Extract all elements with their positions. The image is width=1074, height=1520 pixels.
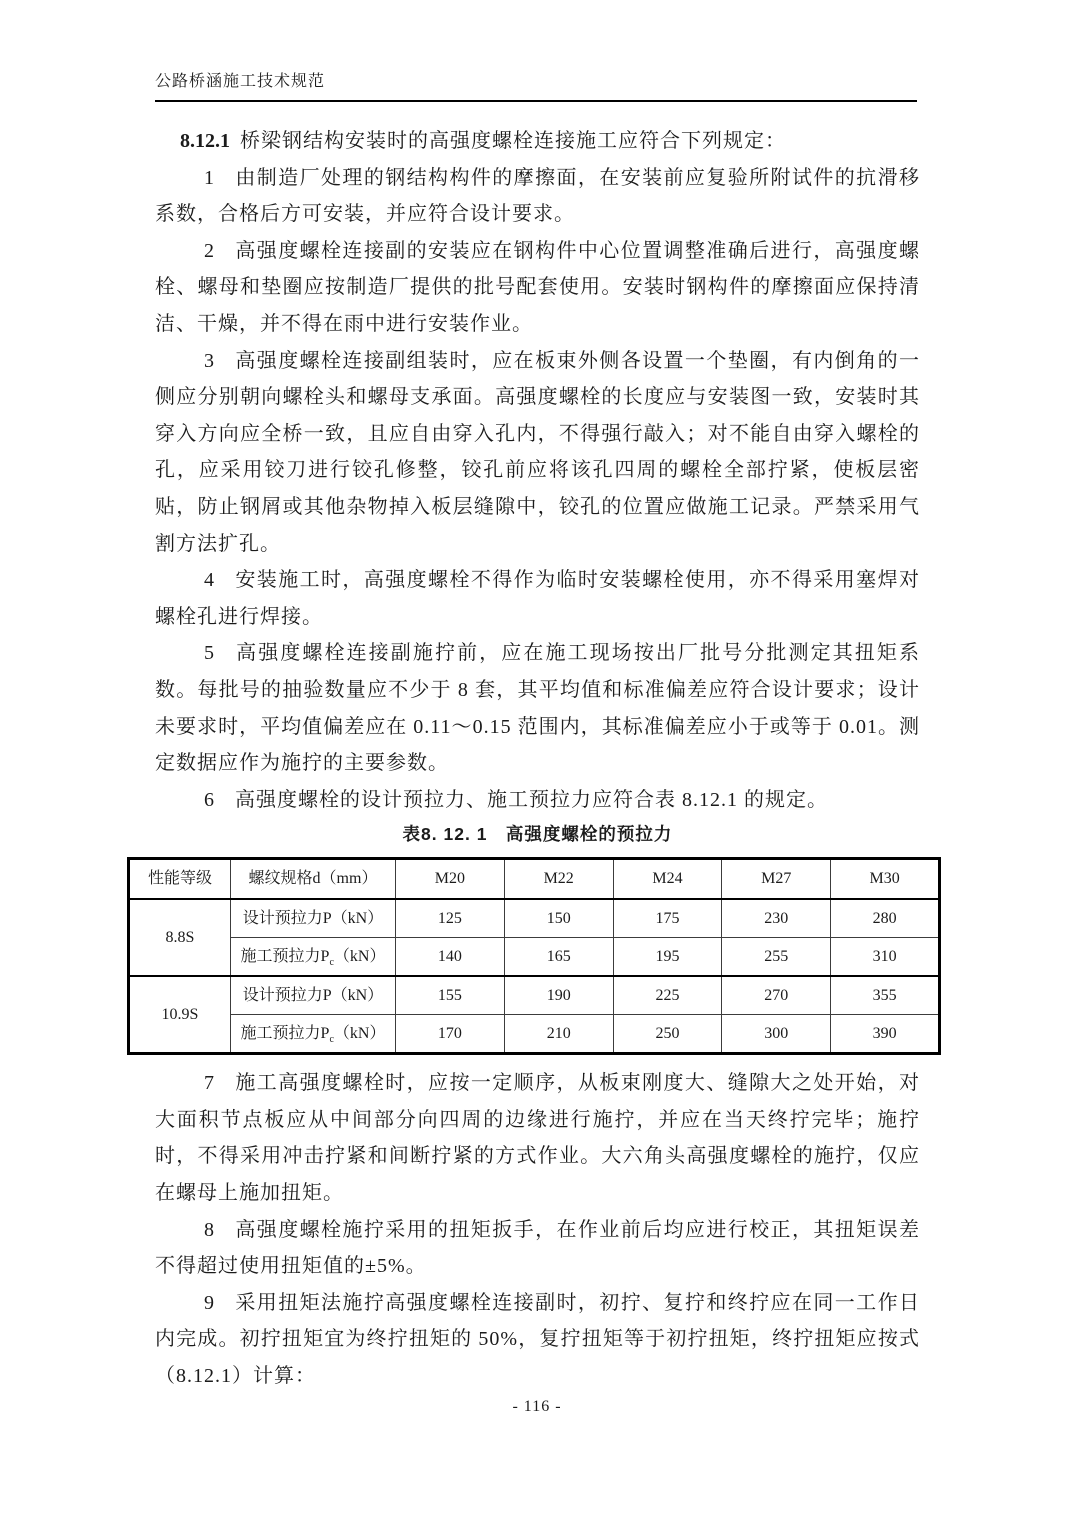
col-header-m22: M22 (504, 859, 613, 900)
col-header-spec: 螺纹规格d（mm） (231, 859, 396, 900)
col-header-m24: M24 (613, 859, 722, 900)
clause-number: 2 (204, 239, 214, 262)
clause-9 (155, 1285, 920, 1395)
value-cell: 175 (613, 899, 722, 938)
col-header-m27: M27 (722, 859, 831, 900)
section-number: 8.12.1 (180, 130, 230, 152)
clause-text: 由制造厂处理的钢结构构件的摩擦面，在安装前应复验所附试件的抗滑移系数，合格后方可安装，并应符合设计要求。 (155, 166, 920, 226)
clause-1 (155, 160, 920, 233)
table-header-row (129, 859, 940, 900)
value-cell: 210 (504, 1015, 613, 1054)
section-title: 桥梁钢结构安装时的高强度螺栓连接施工应符合下列规定： (240, 130, 786, 152)
clause-6 (155, 782, 920, 819)
col-header-m30: M30 (831, 859, 940, 900)
table-caption: 表8. 12. 1 高强度螺栓的预拉力 (402, 824, 673, 845)
clause-2 (155, 233, 920, 343)
clause-number: 8 (204, 1218, 214, 1241)
section-heading (155, 123, 920, 160)
value-cell: 230 (722, 899, 831, 938)
clause-number: 5 (204, 642, 214, 665)
row-label-text: 设计预拉力P (242, 909, 332, 927)
pretension-table (127, 857, 941, 1055)
table-row-109s-design (129, 976, 940, 1015)
row-label-unit: （kN） (333, 947, 386, 965)
row-label-text: 施工预拉力P (240, 947, 330, 965)
row-label (231, 1015, 396, 1054)
value-cell: 195 (613, 938, 722, 977)
value-cell: 170 (396, 1015, 505, 1054)
clause-8 (155, 1212, 920, 1285)
row-label-unit: （kN） (333, 1024, 386, 1042)
value-cell: 155 (396, 976, 505, 1015)
clause-text: 采用扭矩法施拧高强度螺栓连接副时，初拧、复拧和终拧应在同一工作日内完成。初拧扭矩宜为终拧扭矩的 50%，复拧扭矩等于初拧扭矩，终拧扭矩应按式（8.12.1）计算： (155, 1291, 920, 1388)
row-label-text: 设计预拉力P (242, 986, 332, 1004)
value-cell: 150 (504, 899, 613, 938)
value-cell: 140 (396, 938, 505, 977)
table-row-109s-construction (129, 1015, 940, 1054)
table-row-88s-construction (129, 938, 940, 977)
clause-number: 3 (204, 349, 214, 372)
value-cell: 225 (613, 976, 722, 1015)
value-cell: 310 (831, 938, 940, 977)
clause-text: 施工高强度螺栓时，应按一定顺序，从板束刚度大、缝隙大之处开始，对大面积节点板应从中间部分向四周的边缘进行施拧，并应在当天终拧完毕；施拧时，不得采用冲击拧紧和间断拧紧的方式作业。大六角头高强度螺栓的施拧，仅应在螺母上施加扭矩。 (155, 1072, 920, 1205)
clause-text: 高强度螺栓的设计预拉力、施工预拉力应符合表 8.12.1 的规定。 (235, 788, 828, 811)
grade-cell-109s: 10.9S (129, 976, 231, 1054)
row-label-text: 施工预拉力P (240, 1024, 330, 1042)
value-cell: 270 (722, 976, 831, 1015)
page-number: - 116 - (512, 1398, 562, 1415)
row-label (231, 976, 396, 1015)
clause-text: 安装施工时，高强度螺栓不得作为临时安装螺栓使用，亦不得采用塞焊对螺栓孔进行焊接。 (155, 569, 920, 628)
value-cell: 280 (831, 899, 940, 938)
clause-number: 7 (204, 1072, 214, 1095)
value-cell: 355 (831, 976, 940, 1015)
clause-7 (155, 1065, 920, 1211)
clause-number: 9 (204, 1291, 214, 1314)
value-cell: 165 (504, 938, 613, 977)
clause-number: 6 (204, 788, 214, 811)
table-row-88s-design (129, 899, 940, 938)
row-label-subscript: c (329, 1033, 334, 1045)
grade-cell-88s: 8.8S (129, 899, 231, 976)
clause-4 (155, 562, 920, 635)
row-label-subscript: c (329, 956, 334, 968)
clause-3 (155, 343, 920, 563)
document-body (147, 123, 920, 1395)
row-label-unit: （kN） (331, 909, 384, 927)
clause-5 (155, 635, 920, 781)
row-label (231, 938, 396, 977)
clause-text: 高强度螺栓施拧采用的扭矩扳手，在作业前后均应进行校正，其扭矩误差不得超过使用扭矩值的±5%。 (155, 1218, 920, 1278)
value-cell: 255 (722, 938, 831, 977)
col-header-grade: 性能等级 (129, 859, 231, 900)
row-label-unit: （kN） (331, 986, 384, 1004)
row-label (231, 899, 396, 938)
clause-text: 高强度螺栓连接副施拧前，应在施工现场按出厂批号分批测定其扭矩系数。每批号的抽验数量应不少于 8 套，其平均值和标准偏差应符合设计要求；设计未要求时，平均值偏差应在 0.11～0.15 范围内，其标准偏差应小于或等于 0.01。测定数据应作为施拧的主要参数。 (155, 642, 920, 775)
value-cell: 125 (396, 899, 505, 938)
value-cell: 390 (831, 1015, 940, 1054)
clause-text: 高强度螺栓连接副的安装应在钢构件中心位置调整准确后进行，高强度螺栓、螺母和垫圈应按制造厂提供的批号配套使用。安装时钢构件的摩擦面应保持清洁、干燥，并不得在雨中进行安装作业。 (155, 239, 920, 335)
clause-number: 4 (204, 569, 214, 592)
value-cell: 300 (722, 1015, 831, 1054)
clause-text: 高强度螺栓连接副组装时，应在板束外侧各设置一个垫圈，有内倒角的一侧应分别朝向螺栓头和螺母支承面。高强度螺栓的长度应与安装图一致，安装时其穿入方向应全桥一致，且应自由穿入孔内，不得强行敲入；对不能自由穿入螺栓的孔，应采用铰刀进行铰孔修整，铰孔前应将该孔四周的螺栓全部拧紧，使板层密贴，防止钢屑或其他杂物掉入板层缝隙中，铰孔的位置应做施工记录。严禁采用气割方法扩孔。 (155, 349, 920, 555)
value-cell: 190 (504, 976, 613, 1015)
value-cell: 250 (613, 1015, 722, 1054)
col-header-m20: M20 (396, 859, 505, 900)
running-header-title: 公路桥涵施工技术规范 (155, 73, 326, 90)
clause-number: 1 (204, 166, 214, 189)
running-header (155, 68, 917, 102)
